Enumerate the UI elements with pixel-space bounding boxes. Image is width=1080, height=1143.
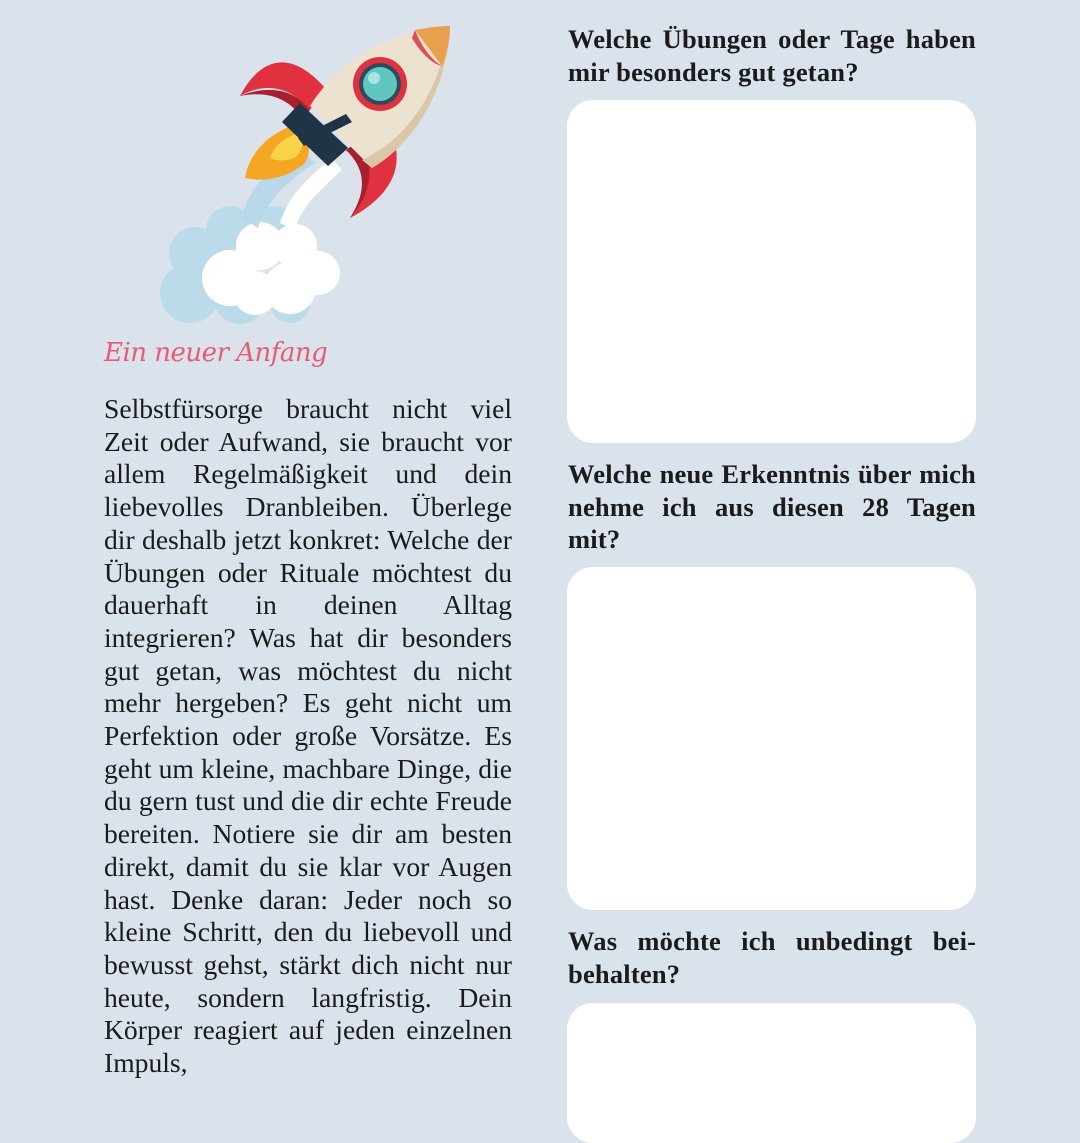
question-2: Welche neue Erkenntnis über mich nehme ich aus diesen 28 Tagen mit? xyxy=(568,459,976,555)
cloud-icon xyxy=(160,206,340,324)
answer-field-2[interactable] xyxy=(567,567,976,910)
rocket-illustration xyxy=(150,18,470,328)
section-subtitle: Ein neuer Anfang xyxy=(104,338,328,368)
answer-field-1[interactable] xyxy=(567,100,976,443)
question-1: Welche Übungen oder Tage haben mir besonders gut getan? xyxy=(568,24,976,87)
question-3: Was möchte ich unbedingt beibehalten? xyxy=(568,926,976,989)
intro-paragraph: Selbstfürsorge braucht nicht viel Zeit oder Aufwand, sie braucht vor allem Regelmäßigkeit und dein liebevolles Dranbleiben. Überlege dir deshalb jetzt konkret: Welche der Übungen oder Rituale möchtest du dauerhaft in deinen Alltag integrieren? Was hat dir besonders gut getan, was möchtest du nicht mehr hergeben? Es geht nicht um Perfektion oder große Vorsätze. Es geht um kleine, machbare Dinge, die du gern tust und die dir echte Freude bereiten. Notiere sie dir am besten direkt, damit du sie klar vor Augen hast. Denke daran: Jeder noch so kleine Schritt, den du liebevoll und bewusst gehst, stärkt dich nicht nur heute, sondern langfristig. Dein Körper reagiert auf jeden einzelnen Impuls, xyxy=(104,393,512,1079)
answer-field-3[interactable] xyxy=(567,1003,976,1143)
